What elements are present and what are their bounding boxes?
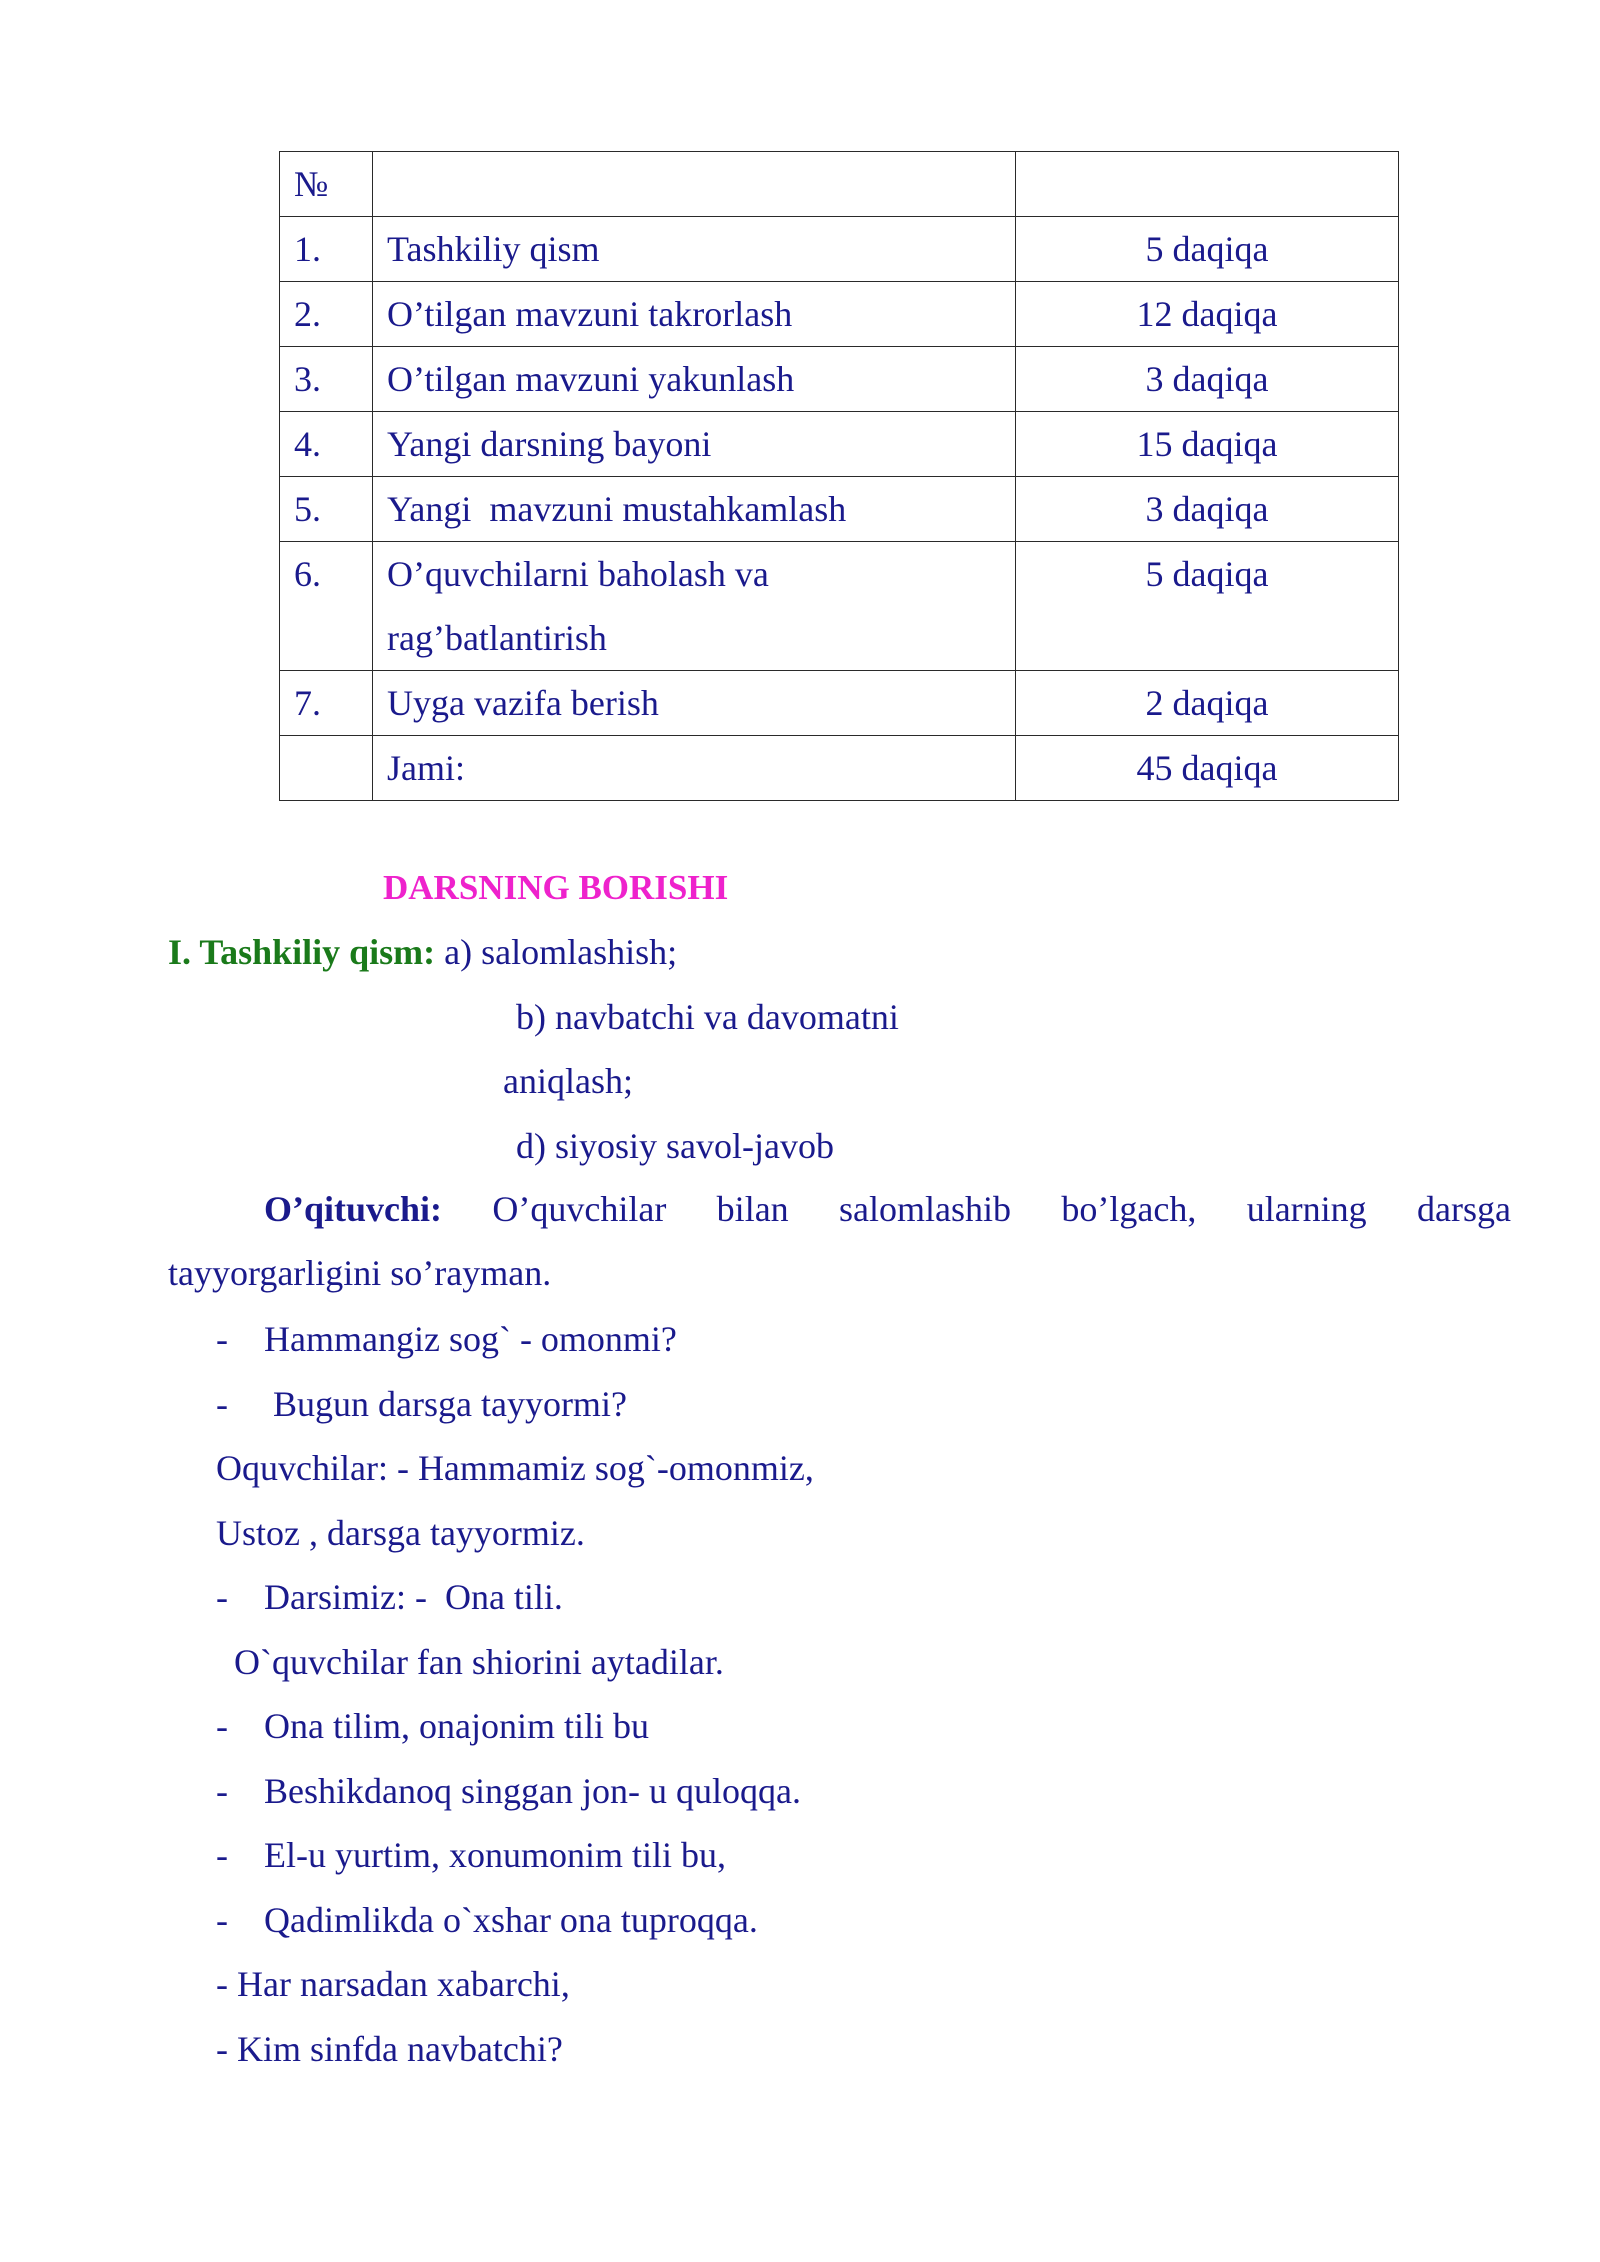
poem-text: Qadimlikda o`xshar ona tuproqqa. [264,1900,758,1940]
row-number: 7. [280,671,373,736]
poem-text: El-u yurtim, xonumonim tili bu, [264,1835,726,1875]
poem-line [216,1769,801,1813]
dialogue-line [216,1317,677,1361]
row-stage: Yangi mavzuni mustahkamlash [373,477,1016,542]
subject-line [216,1575,563,1619]
organization-line [168,930,677,974]
row-number: 5. [280,477,373,542]
organization-item-a: a) salomlashish; [435,932,678,972]
row-number: 4. [280,412,373,477]
teacher-text-line2: tayyorgarligini so’rayman. [168,1253,552,1293]
poem-line [216,1898,758,1942]
poem-line [216,1833,726,1877]
organization-item-d: d) siyosiy savol-javob [516,1126,834,1166]
dialogue-text: Bugun darsga tayyormi? [264,1384,627,1424]
row-number: 6. [280,542,373,671]
poem-text: Beshikdanoq singgan jon- u quloqqa. [264,1771,801,1811]
row-stage: Yangi darsning bayoni [373,412,1016,477]
row-stage: O’tilgan mavzuni takrorlash [373,282,1016,347]
row-time: 5 daqiqa [1016,217,1399,282]
row-number: 3. [280,347,373,412]
dash-marker: - [216,1771,228,1811]
row-number: 2. [280,282,373,347]
dialogue-text: Hammangiz sog` - omonmi? [264,1319,677,1359]
table-row [280,217,1399,282]
students-reply-line: Oquvchilar: - Hammamiz sog`-omonmiz, [216,1448,814,1488]
row-stage [373,542,1016,671]
row-stage: Uyga vazifa berish [373,671,1016,736]
table-row [280,347,1399,412]
dash-marker: - [216,1319,228,1359]
table-row [280,282,1399,347]
row-time: 12 daqiqa [1016,282,1399,347]
teacher-paragraph [168,1177,1511,1305]
row-time: 15 daqiqa [1016,412,1399,477]
dash-marker: - [216,1577,228,1617]
teacher-paragraph-line1 [168,1177,1511,1241]
teacher-text-line1: O’quvchilar bilan salomlashib bo’lgach, ularning darsga [442,1189,1511,1229]
row-stage: Tashkiliy qism [373,217,1016,282]
motto-intro: O`quvchilar fan shiorini aytadilar. [234,1642,724,1682]
total-label: Jami: [373,736,1016,801]
row-time: 2 daqiqa [1016,671,1399,736]
total-time: 45 daqiqa [1016,736,1399,801]
table-total-row [280,736,1399,801]
teacher-label: O’qituvchi: [264,1189,443,1229]
row-time: 3 daqiqa [1016,347,1399,412]
poem-text: Ona tilim, onajonim tili bu [264,1706,649,1746]
header-stage-cell [373,152,1016,217]
row-stage-line: O’quvchilarni baholash va [387,554,769,594]
students-reply-line: Ustoz , darsga tayyormiz. [216,1513,585,1553]
header-number-cell: № [280,152,373,217]
closing-line: - Har narsadan xabarchi, [216,1964,570,2004]
subject-text: Darsimiz: - Ona tili. [264,1577,563,1617]
dash-marker: - [216,1706,228,1746]
section-heading: DARSNING BORISHI [383,868,729,907]
dash-marker: - [216,1835,228,1875]
dash-marker: - [216,1900,228,1940]
row-time: 5 daqiqa [1016,542,1399,671]
table-row [280,477,1399,542]
row-number: 1. [280,217,373,282]
closing-line: - Kim sinfda navbatchi? [216,2029,563,2069]
organization-label: I. Tashkiliy qism: [168,932,436,972]
row-number [280,736,373,801]
organization-item-b: b) navbatchi va davomatni [516,997,899,1037]
table-row [280,412,1399,477]
row-stage-line: rag’batlantirish [387,618,607,658]
table-row [280,542,1399,671]
lesson-schedule-table [279,151,1399,801]
table-row [280,671,1399,736]
organization-item-b-continued: aniqlash; [503,1061,633,1101]
dialogue-line [216,1382,627,1426]
table-header-row [280,152,1399,217]
header-time-cell [1016,152,1399,217]
dash-marker: - [216,1384,228,1424]
poem-line [216,1704,649,1748]
row-stage: O’tilgan mavzuni yakunlash [373,347,1016,412]
row-time: 3 daqiqa [1016,477,1399,542]
